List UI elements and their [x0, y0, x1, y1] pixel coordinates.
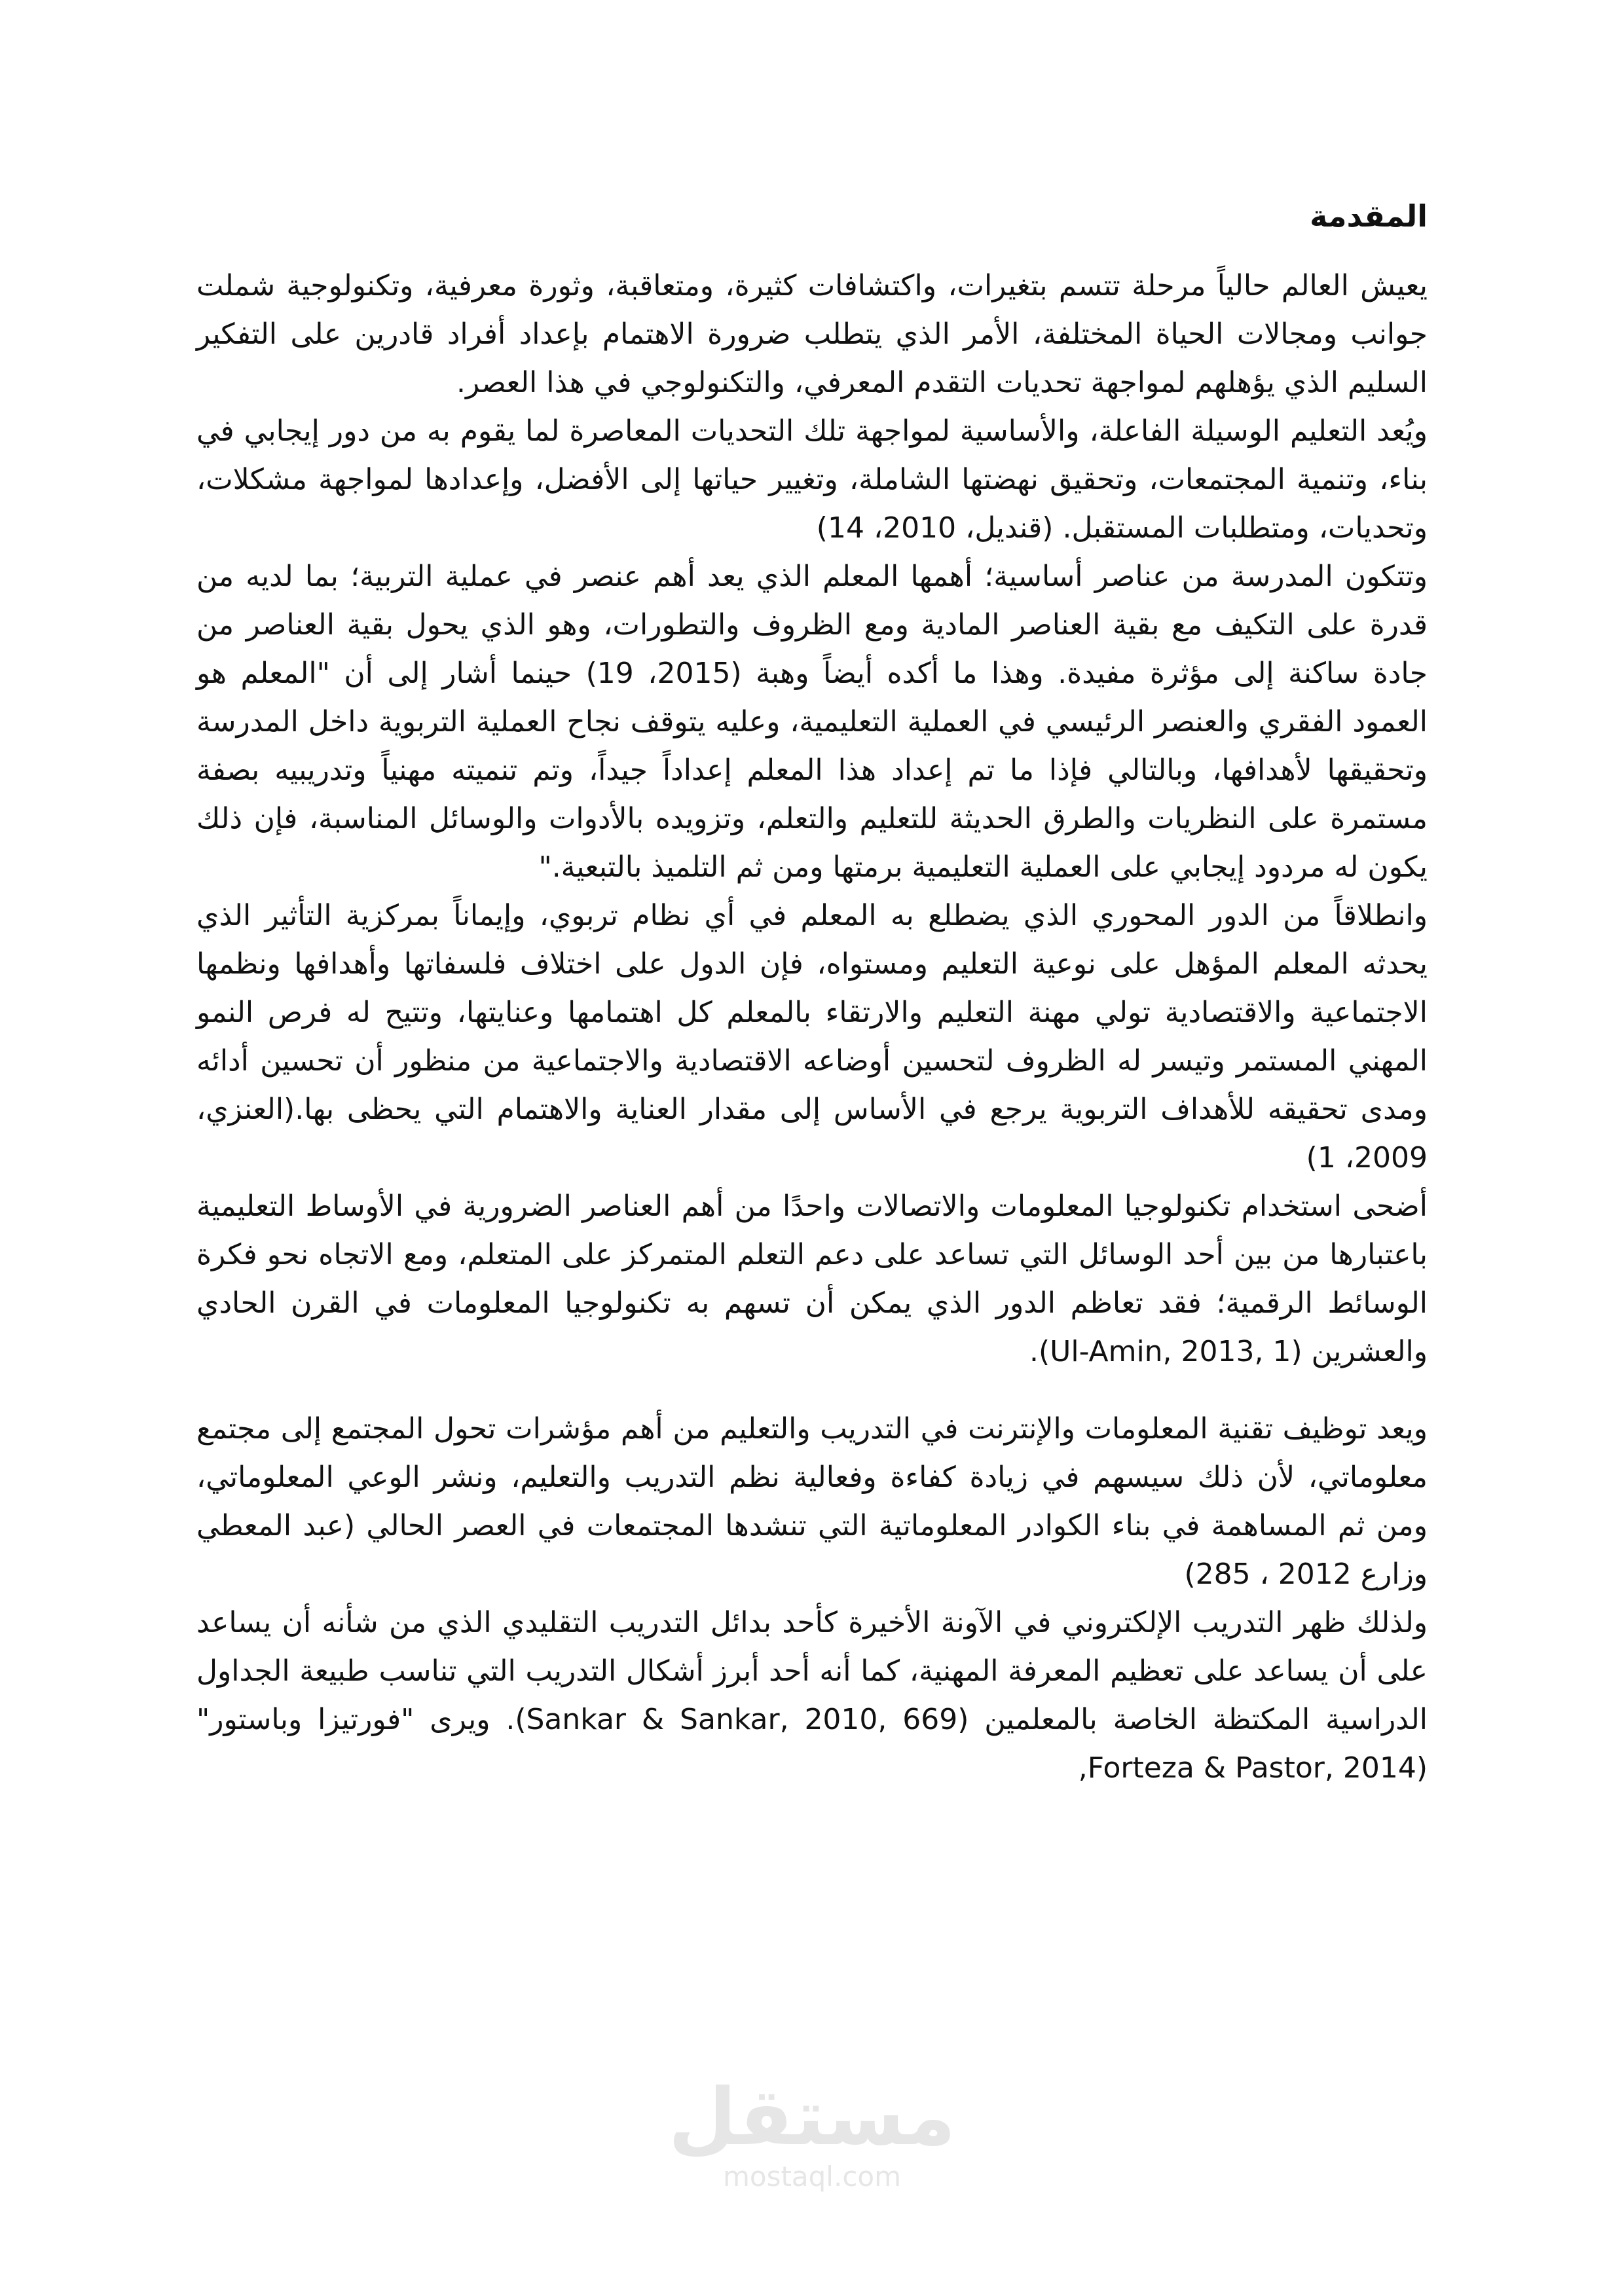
paragraph-1: يعيش العالم حالياً مرحلة تتسم بتغيرات، واكتشافات كثيرة، ومتعاقبة، وثورة معرفية، وتكنولوجية شملت جوانب ومجالات الحياة المختلفة، الأمر الذي يتطلب ضرورة الاهتمام بإعداد أفراد قادرين على التفكير السليم الذي يؤهلهم لمواجهة تحديات التقدم المعرفي، والتكنولوجي في هذا العصر.	[196, 269, 1428, 399]
paragraph-7: ولذلك ظهر التدريب الإلكتروني في الآونة الأخيرة كأحد بدائل التدريب التقليدي الذي من شأنه أن يساعد على أن يساعد على تعظيم المعرفة المهنية، كما أنه أحد أبرز أشكال التدريب التي تناسب طبيعة الجداول الدراسية المكتظة الخاصة بالمعلمين (Sankar & Sankar, 2010, 669). ويرى "فورتيزا وباستور" (Forteza & Pastor, 2014,	[196, 1606, 1428, 1785]
watermark-logo	[668, 2072, 956, 2200]
paragraph-6: ويعد توظيف تقنية المعلومات والإنترنت في التدريب والتعليم من أهم مؤشرات تحول المجتمع إلى مجتمع معلوماتي، لأن ذلك سيسهم في زيادة كفاءة وفعالية نظم التدريب والتعليم، ونشر الوعي المعلوماتي، ومن ثم المساهمة في بناء الكوادر المعلوماتية التي تنشدها المجتمعات في العصر الحالي (عبد المعطي وزارع 2012 ، 285)	[196, 1412, 1428, 1591]
paragraph-5: أضحى استخدام تكنولوجيا المعلومات والاتصالات واحدًا من أهم العناصر الضرورية في الأوساط التعليمية باعتبارها من بين أحد الوسائل التي تساعد على دعم التعلم المتمركز على المتعلم، ومع الاتجاه نحو فكرة الوسائط الرقمية؛ فقد تعاظم الدور الذي يمكن أن تسهم به تكنولوجيا المعلومات في القرن الحادي والعشرين (Ul-Amin, 2013, 1).	[196, 1190, 1428, 1368]
paragraph-3: وتتكون المدرسة من عناصر أساسية؛ أهمها المعلم الذي يعد أهم عنصر في عملية التربية؛ بما لديه من قدرة على التكيف مع بقية العناصر المادية ومع الظروف والتطورات، وهو الذي يحول بقية العناصر من جادة ساكنة إلى مؤثرة مفيدة. وهذا ما أكده أيضاً وهبة (2015، 19) حينما أشار إلى أن "المعلم هو العمود الفقري والعنصر الرئيسي في العملية التعليمية، وعليه يتوقف نجاح العملية التربوية داخل المدرسة وتحقيقها لأهدافها، وبالتالي فإذا ما تم إعداد هذا المعلم إعداداً جيداً، وتم تنميته مهنياً وتدريبيه بصفة مستمرة على النظريات والطرق الحديثة للتعليم والتعلم، وتزويده بالأدوات والوسائل المناسبة، فإن ذلك يكون له مردود إيجابي على العملية التعليمية برمتها ومن ثم التلميذ بالتبعية."	[196, 560, 1428, 884]
section-heading: المقدمة	[1310, 198, 1428, 234]
watermark-latin: mostaql.com	[722, 2160, 902, 2193]
watermark-arabic: مستقل	[668, 2072, 956, 2163]
document-body	[196, 190, 1428, 1793]
paragraph-4: وانطلاقاً من الدور المحوري الذي يضطلع به المعلم في أي نظام تربوي، وإيماناً بمركزية التأثير الذي يحدثه المعلم المؤهل على نوعية التعليم ومستواه، فإن الدول على اختلاف فلسفاتها وأهدافها ونظمها الاجتماعية والاقتصادية تولي مهنة التعليم والارتقاء بالمعلم كل اهتمامها وعنايتها، وتتيح له فرص النمو المهني المستمر وتيسر له الظروف لتحسين أوضاعه الاقتصادية والاجتماعية من منظور أن تحسين أدائه ومدى تحقيقه للأهداف التربوية يرجع في الأساس إلى مقدار العناية والاهتمام التي يحظى بها.(العنزي، 2009، 1)	[196, 899, 1428, 1175]
paragraph-2: ويُعد التعليم الوسيلة الفاعلة، والأساسية لمواجهة تلك التحديات المعاصرة لما يقوم به من دور إيجابي في بناء، وتنمية المجتمعات، وتحقيق نهضتها الشاملة، وتغيير حياتها إلى الأفضل، وإعدادها لمواجهة مشكلات، وتحديات، ومتطلبات المستقبل. (قنديل، 2010، 14)	[196, 414, 1428, 545]
